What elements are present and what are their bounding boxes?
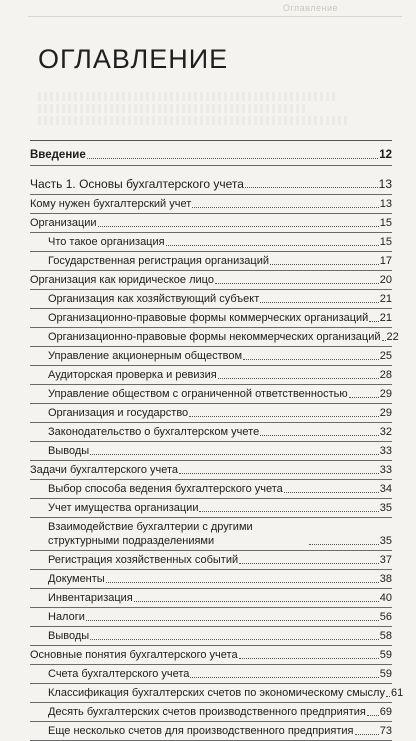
toc-entry-label: Организационно-правовые формы коммерческих организаций bbox=[48, 312, 369, 324]
leader-dots bbox=[90, 639, 379, 640]
bleed-through-line bbox=[38, 116, 348, 125]
leader-dots bbox=[260, 302, 378, 303]
toc-entry-part-1[interactable] bbox=[30, 174, 392, 195]
leader-dots bbox=[199, 511, 378, 512]
toc-entry-page: 35 bbox=[379, 502, 392, 514]
leader-dots bbox=[166, 245, 379, 246]
toc-subentry[interactable] bbox=[30, 366, 392, 385]
toc-subentry[interactable] bbox=[30, 627, 392, 646]
divider bbox=[30, 140, 392, 141]
toc-entry-label: Организация и государство bbox=[48, 407, 189, 419]
toc-entry-page: 59 bbox=[379, 649, 392, 661]
toc-entry-label: Счета бухгалтерского учета bbox=[48, 668, 190, 680]
toc-entry-page: 35 bbox=[379, 535, 392, 547]
toc-entry-page: 21 bbox=[379, 312, 392, 324]
leader-dots bbox=[349, 397, 379, 398]
toc-entry[interactable] bbox=[30, 271, 392, 290]
toc-entry-label: Кому нужен бухгалтерский учет bbox=[30, 198, 192, 210]
toc-entry-page: 69 bbox=[379, 706, 392, 718]
toc-entry-page: 13 bbox=[378, 177, 392, 191]
toc-entry[interactable] bbox=[30, 195, 392, 214]
toc-entry-label: Налоги bbox=[48, 611, 85, 623]
leader-dots bbox=[382, 340, 386, 341]
toc-entry-label: Часть 1. Основы бухгалтерского учета bbox=[30, 177, 244, 191]
toc-subentry[interactable] bbox=[30, 309, 392, 328]
leader-dots bbox=[134, 601, 379, 602]
toc-entry-page: 34 bbox=[379, 483, 392, 495]
bleed-through-line bbox=[38, 104, 308, 113]
toc-entry-label: Введение bbox=[30, 149, 86, 161]
leader-dots bbox=[369, 321, 378, 322]
toc-subentry[interactable] bbox=[30, 423, 392, 442]
toc-entry-label: Выводы bbox=[48, 445, 90, 457]
toc-subentry[interactable] bbox=[30, 499, 392, 518]
toc-entry-page: 37 bbox=[379, 554, 392, 566]
toc-entry-label: Государственная регистрация организаций bbox=[48, 255, 269, 267]
toc-subentry[interactable] bbox=[30, 442, 392, 461]
toc-entry-page: 15 bbox=[379, 236, 392, 248]
leader-dots bbox=[386, 696, 390, 697]
toc-entry-page: 28 bbox=[379, 369, 392, 381]
toc-subentry[interactable] bbox=[30, 518, 392, 551]
toc-entry-page: 59 bbox=[379, 668, 392, 680]
toc-entry-label: Классификация бухгалтерских счетов по экономическому смыслу bbox=[48, 687, 385, 699]
toc-entry-page: 58 bbox=[379, 630, 392, 642]
running-header-title: Оглавление bbox=[282, 3, 338, 13]
leader-dots bbox=[87, 158, 378, 159]
bleed-through-line bbox=[38, 92, 338, 101]
toc-subentry[interactable] bbox=[30, 233, 392, 252]
leader-dots bbox=[284, 492, 379, 493]
leader-dots bbox=[106, 582, 379, 583]
toc-entry[interactable] bbox=[30, 214, 392, 233]
toc-entry-label: Выводы bbox=[48, 630, 90, 642]
running-header bbox=[28, 0, 402, 17]
leader-dots bbox=[239, 658, 379, 659]
leader-dots bbox=[245, 187, 378, 188]
leader-dots bbox=[367, 715, 379, 716]
toc-subentry[interactable] bbox=[30, 684, 404, 703]
toc-entry-page: 25 bbox=[379, 350, 392, 362]
toc-entry-page: 73 bbox=[379, 725, 392, 737]
toc-entry-label: Учет имущества организации bbox=[48, 502, 199, 514]
toc-entry-page: 29 bbox=[379, 407, 392, 419]
toc-subentry[interactable] bbox=[30, 385, 392, 404]
leader-dots bbox=[90, 454, 379, 455]
toc-entry-label: Аудиторская проверка и ревизия bbox=[48, 369, 217, 381]
toc-subentry[interactable] bbox=[30, 290, 392, 309]
toc-subentry[interactable] bbox=[30, 551, 392, 570]
toc-subentry[interactable] bbox=[30, 589, 392, 608]
toc-entry-label: Еще несколько счетов для производственного предприятия bbox=[48, 725, 354, 737]
toc-entry-page: 22 bbox=[386, 331, 399, 343]
toc-entry-page: 61 bbox=[390, 687, 404, 699]
toc-entry-label: Основные понятия бухгалтерского учета bbox=[30, 649, 238, 661]
toc-subentry[interactable] bbox=[30, 608, 392, 627]
toc-entry-page: 38 bbox=[379, 573, 392, 585]
toc-entry-page: 40 bbox=[379, 592, 392, 604]
toc-entry-page: 20 bbox=[379, 274, 392, 286]
toc-entry-page: 32 bbox=[379, 426, 392, 438]
toc-entry-page: 21 bbox=[379, 293, 392, 305]
leader-dots bbox=[86, 620, 379, 621]
leader-dots bbox=[239, 563, 379, 564]
toc-subentry[interactable] bbox=[30, 252, 392, 271]
leader-dots bbox=[215, 283, 379, 284]
leader-dots bbox=[192, 207, 378, 208]
page-title: ОГЛАВЛЕНИЕ bbox=[38, 44, 229, 74]
toc-subentry[interactable] bbox=[30, 722, 392, 741]
toc-entry-label: Организации bbox=[30, 217, 97, 229]
toc-entry-label: Управление обществом с ограниченной ответственностью bbox=[48, 388, 348, 400]
leader-dots bbox=[355, 734, 379, 735]
leader-dots bbox=[179, 473, 379, 474]
leader-dots bbox=[270, 264, 379, 265]
toc-entry-label: Законодательство о бухгалтерском учете bbox=[48, 426, 260, 438]
toc-entry[interactable] bbox=[30, 646, 392, 665]
toc-entry-label: Выбор способа ведения бухгалтерского учета bbox=[48, 483, 283, 495]
toc-entry-label: Управление акционерным обществом bbox=[48, 350, 243, 362]
toc-entry-label: Инвентаризация bbox=[48, 592, 133, 604]
leader-dots bbox=[243, 359, 379, 360]
leader-dots bbox=[189, 416, 379, 417]
toc-entry-page: 29 bbox=[379, 388, 392, 400]
toc-entry-label: Документы bbox=[48, 573, 105, 585]
toc-subentry[interactable] bbox=[30, 480, 392, 499]
toc-entry-page: 12 bbox=[379, 149, 392, 161]
leader-dots bbox=[218, 378, 379, 379]
toc-entry[interactable] bbox=[30, 461, 392, 480]
toc-entry-label: Организация как юридическое лицо bbox=[30, 274, 214, 286]
toc-entry-page: 56 bbox=[379, 611, 392, 623]
toc-entry-label: Задачи бухгалтерского учета bbox=[30, 464, 179, 476]
toc-entry-page: 13 bbox=[379, 198, 392, 210]
toc-entry-label: Регистрация хозяйственных событий bbox=[48, 554, 239, 566]
toc-entry-label: Десять бухгалтерских счетов производственного предприятия bbox=[48, 706, 366, 718]
table-of-contents bbox=[30, 136, 404, 741]
toc-subentry[interactable] bbox=[30, 665, 392, 684]
toc-subentry[interactable] bbox=[30, 347, 392, 366]
toc-entry-page: 33 bbox=[379, 445, 392, 457]
toc-subentry[interactable] bbox=[30, 570, 392, 589]
leader-dots bbox=[260, 435, 379, 436]
toc-entry-page: 33 bbox=[379, 464, 392, 476]
toc-entry-label: Что такое организация bbox=[48, 236, 165, 248]
toc-entry-page: 15 bbox=[379, 217, 392, 229]
toc-subentry[interactable] bbox=[30, 328, 399, 347]
toc-entry-page: 17 bbox=[379, 255, 392, 267]
toc-entry-label: Организационно-правовые формы некоммерческих организаций bbox=[48, 331, 381, 343]
toc-entry-introduction[interactable] bbox=[30, 145, 392, 166]
leader-dots bbox=[190, 677, 378, 678]
toc-subentry[interactable] bbox=[30, 703, 392, 722]
toc-subentry[interactable] bbox=[30, 404, 392, 423]
toc-entry-label: Организация как хозяйствующий субъект bbox=[48, 293, 260, 305]
leader-dots bbox=[309, 544, 379, 545]
leader-dots bbox=[98, 226, 379, 227]
toc-entry-label: Взаимодействие бухгалтерии с другими структурными подразделениями bbox=[48, 521, 253, 547]
